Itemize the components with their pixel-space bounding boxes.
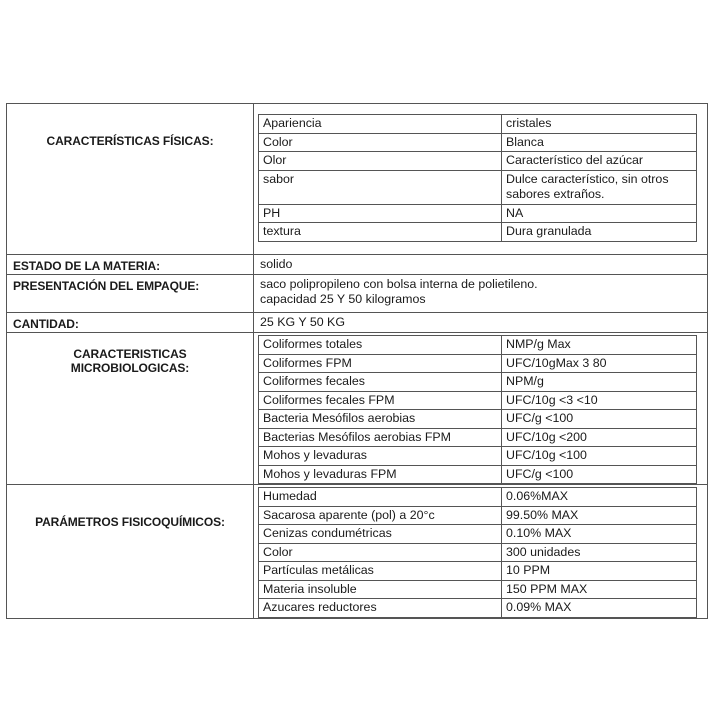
physchem-group xyxy=(254,485,708,619)
parameter-name: Mohos y levaduras xyxy=(259,447,502,466)
parameter-value: UFC/10gMax 3 80 xyxy=(502,354,697,373)
table-row xyxy=(259,373,697,392)
micro-label-line-1: CARACTERISTICAS xyxy=(73,347,187,361)
parameter-name: Mohos y levaduras FPM xyxy=(259,465,502,484)
presentation-section xyxy=(7,275,708,313)
parameter-name: Apariencia xyxy=(259,115,502,134)
quantity-value: 25 KG Y 50 KG xyxy=(254,313,708,333)
parameter-value: 0.10% MAX xyxy=(502,525,697,544)
parameter-value: Dulce característico, sin otros sabores extraños. xyxy=(502,170,697,204)
physchem-label: PARÁMETROS FISICOQUÍMICOS: xyxy=(7,485,254,619)
table-row xyxy=(259,506,697,525)
parameter-value: UFC/10g <100 xyxy=(502,447,697,466)
parameter-name: Sacarosa aparente (pol) a 20°c xyxy=(259,506,502,525)
table-row xyxy=(259,223,697,242)
parameter-name: Olor xyxy=(259,152,502,171)
parameter-value: NPM/g xyxy=(502,373,697,392)
state-value: solido xyxy=(254,255,708,275)
quantity-label: CANTIDAD: xyxy=(7,313,254,333)
parameter-name: Bacterias Mesófilos aerobias FPM xyxy=(259,428,502,447)
physical-group xyxy=(254,104,708,255)
micro-label xyxy=(7,333,254,485)
table-row xyxy=(259,488,697,507)
parameter-name: Partículas metálicas xyxy=(259,562,502,581)
presentation-value xyxy=(254,275,708,313)
table-row xyxy=(259,447,697,466)
physical-label: CARACTERÍSTICAS FÍSICAS: xyxy=(7,104,254,255)
parameter-value: cristales xyxy=(502,115,697,134)
micro-section xyxy=(7,333,708,485)
parameter-name: Color xyxy=(259,133,502,152)
table-row xyxy=(259,170,697,204)
parameter-name: Coliformes fecales FPM xyxy=(259,391,502,410)
specification-table xyxy=(6,103,708,619)
physical-section xyxy=(7,104,708,255)
parameter-value: UFC/g <100 xyxy=(502,410,697,429)
parameter-name: Coliformes FPM xyxy=(259,354,502,373)
parameter-name: sabor xyxy=(259,170,502,204)
presentation-line-1: saco polipropileno con bolsa interna de polietileno. xyxy=(260,277,538,291)
table-row xyxy=(259,410,697,429)
table-row xyxy=(259,543,697,562)
presentation-line-2: capacidad 25 Y 50 kilogramos xyxy=(260,292,426,306)
parameter-value: 10 PPM xyxy=(502,562,697,581)
parameter-value: UFC/g <100 xyxy=(502,465,697,484)
parameter-name: Coliformes totales xyxy=(259,336,502,355)
parameter-value: 150 PPM MAX xyxy=(502,580,697,599)
parameter-name: Coliformes fecales xyxy=(259,373,502,392)
parameter-value: Blanca xyxy=(502,133,697,152)
parameter-name: Cenizas condumétricas xyxy=(259,525,502,544)
table-row xyxy=(259,428,697,447)
parameter-value: UFC/10g <3 <10 xyxy=(502,391,697,410)
micro-subtable xyxy=(258,335,697,484)
table-row xyxy=(259,599,697,618)
table-row xyxy=(259,580,697,599)
micro-group xyxy=(254,333,708,485)
parameter-value: Característico del azúcar xyxy=(502,152,697,171)
parameter-name: Materia insoluble xyxy=(259,580,502,599)
state-section xyxy=(7,255,708,275)
physchem-section xyxy=(7,485,708,619)
parameter-name: Azucares reductores xyxy=(259,599,502,618)
parameter-name: PH xyxy=(259,204,502,223)
quantity-section xyxy=(7,313,708,333)
table-row xyxy=(259,204,697,223)
parameter-value: NA xyxy=(502,204,697,223)
table-row xyxy=(259,391,697,410)
parameter-value: NMP/g Max xyxy=(502,336,697,355)
state-label: ESTADO DE LA MATERIA: xyxy=(7,255,254,275)
parameter-value: 0.06%MAX xyxy=(502,488,697,507)
parameter-name: textura xyxy=(259,223,502,242)
presentation-label: PRESENTACIÓN DEL EMPAQUE: xyxy=(7,275,254,313)
table-row xyxy=(259,336,697,355)
table-row xyxy=(259,152,697,171)
parameter-value: UFC/10g <200 xyxy=(502,428,697,447)
parameter-value: 99.50% MAX xyxy=(502,506,697,525)
parameter-name: Color xyxy=(259,543,502,562)
physical-subtable xyxy=(258,114,697,242)
micro-label-line-2: MICROBIOLOGICAS: xyxy=(70,361,190,375)
table-row xyxy=(259,133,697,152)
table-row xyxy=(259,354,697,373)
parameter-value: 0.09% MAX xyxy=(502,599,697,618)
table-row xyxy=(259,115,697,134)
table-row xyxy=(259,562,697,581)
parameter-name: Humedad xyxy=(259,488,502,507)
parameter-name: Bacteria Mesófilos aerobias xyxy=(259,410,502,429)
physchem-subtable xyxy=(258,487,697,618)
table-row xyxy=(259,525,697,544)
table-row xyxy=(259,465,697,484)
parameter-value: 300 unidades xyxy=(502,543,697,562)
parameter-value: Dura granulada xyxy=(502,223,697,242)
